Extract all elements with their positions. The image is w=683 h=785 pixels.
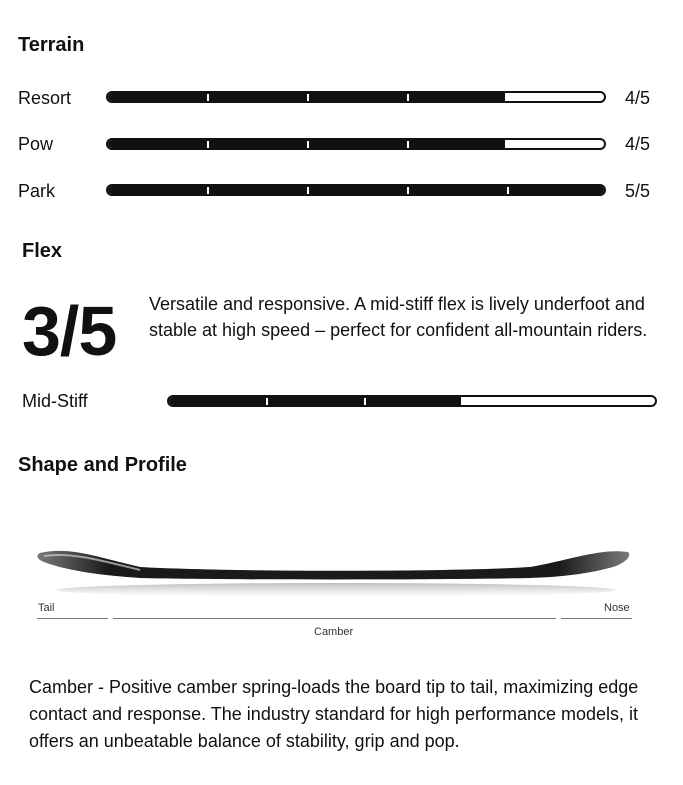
flex-heading: Flex bbox=[22, 240, 63, 262]
bar-tick bbox=[407, 94, 409, 102]
bar-tick bbox=[207, 94, 209, 102]
terrain-heading: Terrain bbox=[18, 34, 85, 56]
bar-tick bbox=[307, 141, 309, 149]
terrain-pow-bar bbox=[106, 138, 606, 150]
terrain-park-bar bbox=[106, 184, 606, 196]
bar-tick bbox=[407, 141, 409, 149]
flex-bar bbox=[167, 395, 657, 407]
flex-rating: 3/5 bbox=[22, 292, 117, 370]
bar-tick bbox=[307, 187, 309, 195]
terrain-park-label: Park bbox=[18, 181, 56, 201]
bar-tick bbox=[266, 398, 268, 406]
terrain-park-score: 5/5 bbox=[625, 181, 651, 201]
tail-divider bbox=[37, 618, 108, 619]
shape-heading: Shape and Profile bbox=[18, 454, 187, 476]
terrain-pow-label: Pow bbox=[18, 134, 54, 154]
terrain-pow-score: 4/5 bbox=[625, 134, 651, 154]
terrain-resort-score: 4/5 bbox=[625, 88, 651, 108]
terrain-resort-bar bbox=[106, 91, 606, 103]
bar-tick bbox=[307, 94, 309, 102]
board-profile-illustration bbox=[30, 540, 642, 608]
tail-label: Tail bbox=[38, 602, 55, 614]
bar-tick bbox=[407, 187, 409, 195]
camber-divider bbox=[113, 618, 556, 619]
camber-label: Camber bbox=[314, 626, 354, 638]
nose-divider bbox=[561, 618, 632, 619]
bar-tick bbox=[364, 398, 366, 406]
bar-tick bbox=[507, 187, 509, 195]
profile-description: Camber - Positive camber spring-loads the board tip to tail, maximizing edge contact and response. The industry standard for high performance models, it offers an unbeatable balance of stability, grip and pop. bbox=[29, 677, 639, 751]
bar-tick bbox=[207, 141, 209, 149]
flex-description: Versatile and responsive. A mid-stiff flex is lively underfoot and stable at high speed – perfect for confident all-mountain riders. bbox=[149, 294, 648, 340]
terrain-resort-label: Resort bbox=[18, 88, 72, 108]
flex-level-label: Mid-Stiff bbox=[22, 391, 88, 411]
terrain-park-fill bbox=[108, 186, 604, 194]
flex-fill bbox=[169, 397, 461, 405]
nose-label: Nose bbox=[604, 602, 630, 614]
bar-tick bbox=[207, 187, 209, 195]
